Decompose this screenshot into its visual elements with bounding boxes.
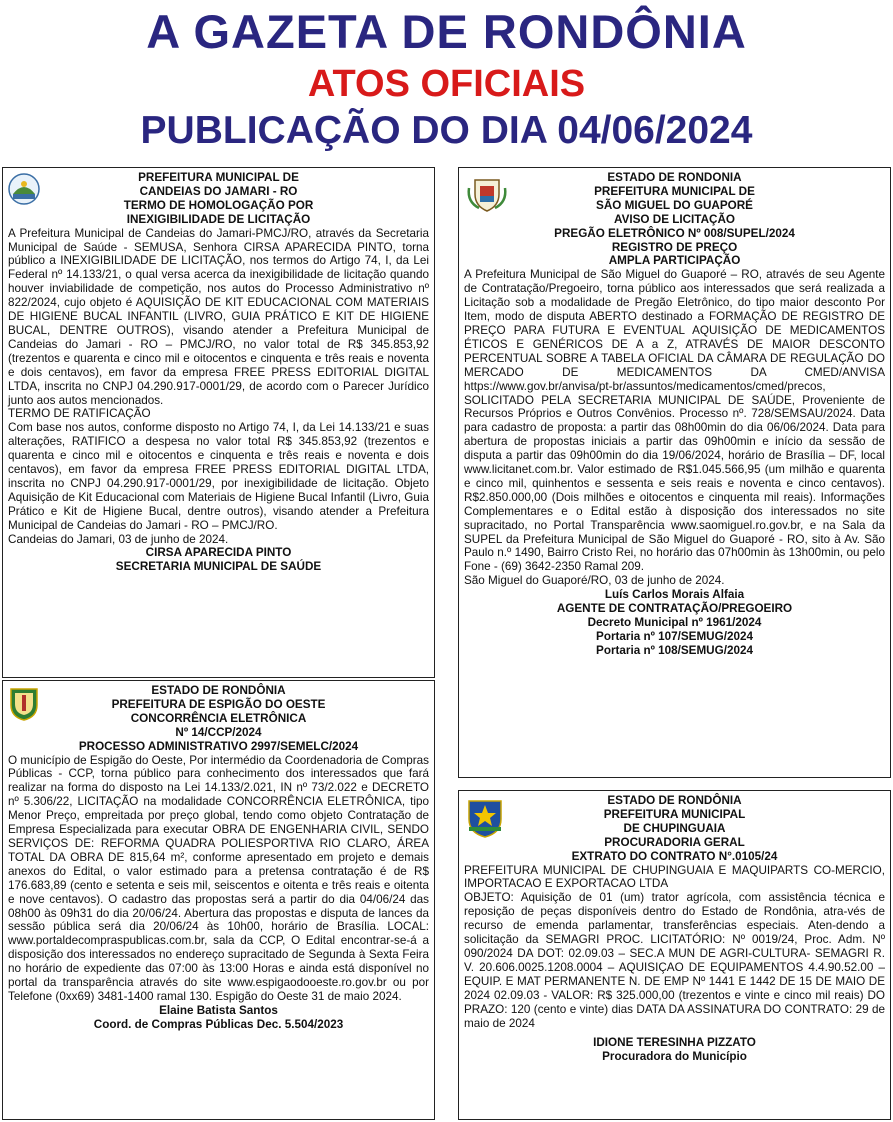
newspaper-title: A GAZETA DE RONDÔNIA <box>146 5 747 58</box>
notice-espigao <box>2 680 435 1120</box>
notice-heading: ESTADO DE RONDÔNIA PREFEITURA DE ESPIGÃO DO OESTE CONCORRÊNCIA ELETRÔNICA Nº 14/CCP/2024 PROCESSO ADMINISTRATIVO 2997/SEMELC/2024 <box>78 684 359 753</box>
notice-signature: CIRSA APARECIDA PINTO SECRETARIA MUNICIPAL DE SAÚDE <box>115 546 322 574</box>
espigao-crest-icon <box>7 685 41 721</box>
notice-body: A Prefeitura Municipal de São Miguel do Guaporé – RO, através de seu Agente de Contratação/Pregoeiro, torna público aos interessados que será realizada a Licitação sob a modalidade de Pregão Eletrônico, do tipo maior desconto Por Item, modo de disputa ABERTO destinado a FORMAÇÃO DE REGISTRO DE PREÇO PARA FUTURA E EVENTUAL AQUISIÇÃO DE MEDICAMENTOS ÉTICOS E GENÉRICOS DE A a Z, ATRAVÉS DE MAIOR DESCONTO PERCENTUAL SOBRE A TABELA OFICIAL DA CÂMARA DE REGULAÇÃO DO MERCADO DE MEDICAMENTOS DA CMED/ANVISA https://www.gov.br/anvisa/pt-br/assuntos/medicamentos/cmed/precos, SOLICITADO PELA SECRETARIA MUNICIPAL DE SAÚDE, Proveniente de Recursos Próprios e Outros Convênios. Processo nº. 728/SEMSAU/2024. Data para cadastro de proposta: a partir das 08h00min do dia 06/06/2024. Data para abertura de propostas iniciais a partir das 09h00min e início da sessão de disputa a partir das 09h00min do dia 19/06/2024, horário de Brasília – DF, local www.licitanet.com.br. Valor estimado de R$1.045.566,95 (um milhão e quarenta e cinco mil, quinhentos e sessenta e seis reais e noventa e cinco centavos). R$2.850.000,00 (Dois milhões e oitocentos e cinquenta mil reais). Informações Complementares e o Edital estão à disposição dos interessados no site supracitado, no Portal Transparência www.saomiguel.ro.gov.br, e na Sala da SUPEL da Prefeitura Municipal de São Miguel do Guaporé - RO, sito à Av. São Paulo n.º 1490, Bairro Cristo Rei, no horário das 07h00min às 13h00min, ou pelo Fone - (69) 3642-2350 Ramal 209. São Miguel do Guaporé/RO, 03 de junho de 2024. <box>464 268 885 588</box>
sao-miguel-crest-icon <box>465 174 509 214</box>
notice-heading: ESTADO DE RONDONIA PREFEITURA MUNICIPAL DE SÃO MIGUEL DO GUAPORÉ AVISO DE LICITAÇÃO PREGÃO ELETRÔNICO Nº 008/SUPEL/2024 REGISTRO DE PREÇO AMPLA PARTICIPAÇÃO <box>554 171 795 268</box>
masthead <box>0 0 893 160</box>
section-title: ATOS OFICIAIS <box>307 63 586 105</box>
notice-signature: Luís Carlos Morais Alfaia AGENTE DE CONTRATAÇÃO/PREGOEIRO Decreto Municipal nº 1961/2024 Portaria nº 107/SEMUG/2024 Portaria nº 108/SEMUG/2024 <box>556 588 793 657</box>
notice-signature: Elaine Batista Santos Coord. de Compras Públicas Dec. 5.504/2023 <box>93 1003 344 1031</box>
notice-body: A Prefeitura Municipal de Candeias do Jamari-PMCJ/RO, através da Secretaria Municipal de Saúde - SEMUSA, Senhora CIRSA APARECIDA PINTO, torna público a INEXIGIBILIDADE DE LICITAÇÃO, nos termos do Artigo 74, I, da Lei Federal nº 14.133/21, o qual versa acerca da inexigibilidade de licitação quando houver inviabilidade de competição, nos autos do Processo Administrativo nº 822/2024, cujo objeto é AQUISIÇÃO DE KIT EDUCACIONAL COM MATERIAIS DE HIGIENE BUCAL INFANTIL (LIVRO, GUIA PRÁTICO E KIT DE HIGIENE BUCAL, DENTRE OUTROS), visando atender a Prefeitura Municipal de Candeias do Jamari - RO – PMCJ/RO, no valor total de R$ 345.853,92 (trezentos e quarenta e cinco mil e oitocentos e cinquenta e três reais e noventa e dois centavos), em favor da empresa FREE PRESS EDITORIAL DIGITAL LTDA, inscrita no CNPJ 04.290.917-0001/29, de acordo com o Parecer Jurídico junto aos autos mencionados. TERMO DE RATIFICAÇÃO Com base nos autos, conforme disposto no Artigo 74, I, da Lei 14.133/21 e suas alterações, RATIFICO a despesa no valor total R$ 345.853,92 (trezentos e quarenta e cinco mil e oitocentos e cinquenta e três reais e noventa e dois centavos), em favor da empresa FREE PRESS EDITORIAL DIGITAL LTDA, inscrita no CNPJ 04.290.917-0001/29, por inexigibilidade de licitação. Objeto Aquisição de Kit Educacional com Materiais de Higiene Bucal Infantil (Livro, Guia Prático e Kit de Higiene Bucal, dentre outros), visando atender a Prefeitura Municipal de Candeias do Jamari - RO – PMCJ/RO. Candeias do Jamari, 03 de junho de 2024. <box>8 226 429 546</box>
notice-heading: PREFEITURA MUNICIPAL DE CANDEIAS DO JAMARI - RO TERMO DE HOMOLOGAÇÃO POR INEXIGIBILIDADE DE LICITAÇÃO <box>123 171 314 226</box>
notice-body: O município de Espigão do Oeste, Por intermédio da Coordenadoria de Compras Públicas - CCP, torna público para conhecimento dos interessados que fará realizar na forma do disposto na Lei 14.133/2.021, IN nº 73/2.022 e DECRETO nº 5.306/22, LICITAÇÃO na modalidade CONCORRÊNCIA ELETRÔNICA, tipo Menor Preço, empreitada por preço global, tendo como objeto Contratação de Empresa Especializada para executar OBRA DE ENGENHARIA CIVIL, SENDO SERVIÇOS DE: REFORMA QUADRA POLIESPORTIVA RIO CLARO, ÁREA TOTAL DA OBRA DE 815,64 m², conforme apresentado em projeto e demais anexos do Edital, o valor estimado para a pretensa contratação é de R$ 176.683,89 (cento e setenta e seis mil, seiscentos e oitenta e três reais e oitenta e nove centavos). O cadastro das propostas será a partir do dia 04/06/24 das 08h00 às 09h31 do dia 20/06/24. Abertura das propostas e disputa de lances da sessão pública será dia 20/06/24 às 10h00, horário de Brasília. LOCAL: www.portaldecompraspublicas.com.br, sala da CCP, O Edital encontrar-se-á a disposição dos interessados no endereço supracitado de Segunda à Sexta Feira no horário de expediente das 07:00 às 13:00 Horas e ainda está disponível no portal da transparência através do site www.espigaodooeste.ro.gov.br ou por Telefone (0xx69) 3481-1400 ramal 130. Espigão do Oeste 31 de maio 2024. <box>8 753 429 1003</box>
chupinguaia-crest-icon <box>465 797 505 839</box>
candeias-crest-icon <box>7 172 41 206</box>
notice-candeias <box>2 167 435 678</box>
notice-signature: IDIONE TERESINHA PIZZATO Procuradora do Município <box>593 1036 756 1064</box>
publication-date: PUBLICAÇÃO DO DIA 04/06/2024 <box>140 109 753 152</box>
notice-body: PREFEITURA MUNICIPAL DE CHUPINGUAIA E MAQUIPARTS CO-MERCIO, IMPORTACAO E EXPORTACAO LTDA OBJETO: Aquisição de 01 (um) trator agrícola, com assistência técnica e reposição de peças disponíveis dentro do Estado de Rondônia, atra-vés de recurso de emenda parlamentar, transferências especiais. Aten-dendo a solicitação da SEMAGRI PROC. LICITATÓRIO: Nº 0019/24, Proc. Adm. Nº 090/2024 DA DOT: 02.09.03 – SEC.A MUN DE AGRI-CULTURA- SEMAGRI R. V. 20.606.0025.1208.0004 – AQUISIÇAO DE EQUIPAMENTOS 4.4.90.52.00 – EQUIP. E MAT PERMANENTE N. DE EMP Nº 1441 E 1442 DE 15 DE MAIO DE 2024 02.09.03 - VALOR: R$ 325.000,00 (trezentos e vinte e cinco mil reais) DO PRAZO: 120 (cento e vinte) dias DATA DA ASSINATURA DO CONTRATO: 29 de maio de 2024 <box>464 863 885 1030</box>
notice-chupinguaia <box>458 790 891 1120</box>
notice-sao-miguel <box>458 167 891 778</box>
notice-heading: ESTADO DE RONDÔNIA PREFEITURA MUNICIPAL DE CHUPINGUAIA PROCURADORIA GERAL EXTRATO DO CONTRATO N°.0105/24 <box>571 794 778 863</box>
